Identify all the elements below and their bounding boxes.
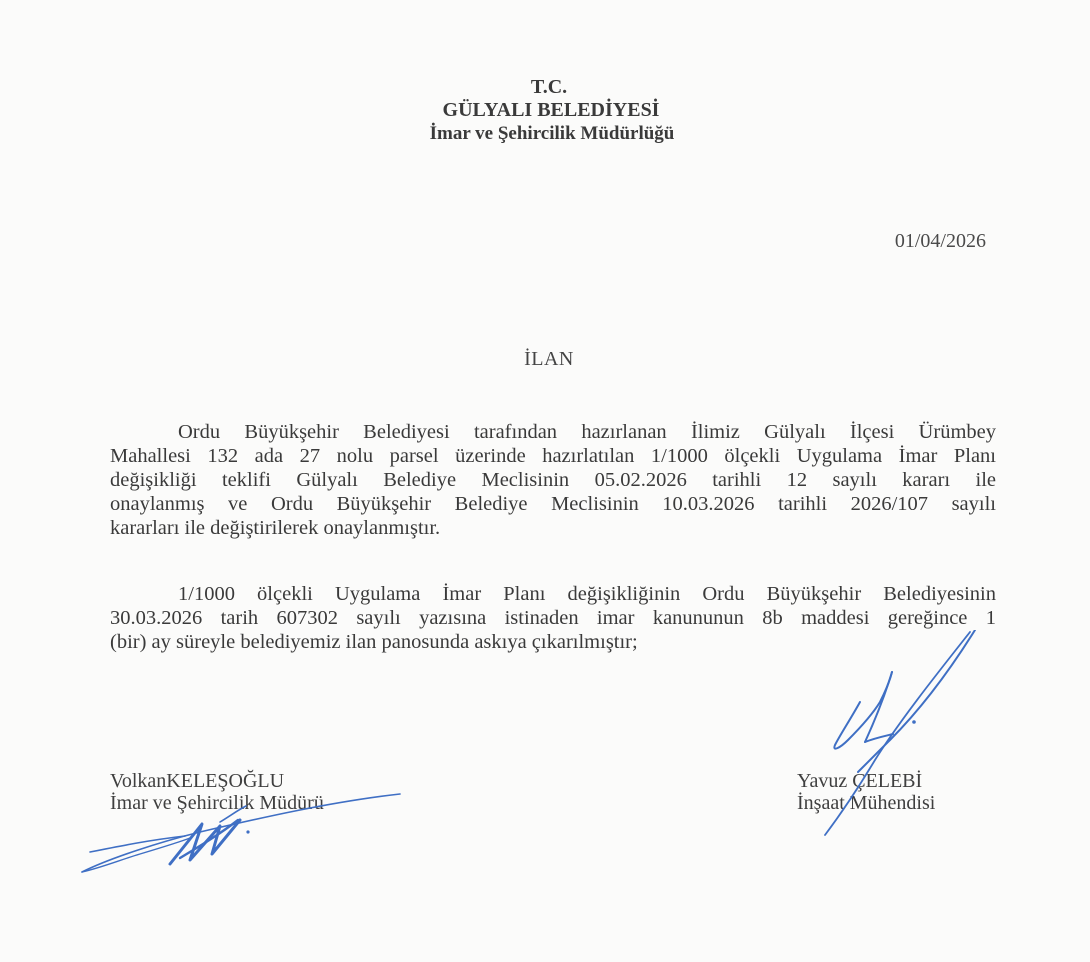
paragraph-line: Mahallesi 132 ada 27 nolu parsel üzerinde hazırlatılan 1/1000 ölçekli Uygulama İmar Planı xyxy=(110,445,996,467)
paragraph-line: (bir) ay süreyle belediyemiz ilan panosunda askıya çıkarılmıştır; xyxy=(110,631,638,653)
signatory-right-name: Yavuz ÇELEBİ xyxy=(797,770,923,792)
paragraph-line: 1/1000 ölçekli Uygulama İmar Planı değişikliğinin Ordu Büyükşehir Belediyesinin xyxy=(178,583,996,605)
paragraph-line: değişikliği teklifi Gülyalı Belediye Meclisinin 05.02.2026 tarihli 12 sayılı kararı ile xyxy=(110,469,996,491)
paragraph-line: Ordu Büyükşehir Belediyesi tarafından hazırlanan İlimiz Gülyalı İlçesi Ürümbey xyxy=(178,421,996,443)
paragraph-line: kararları ile değiştirilerek onaylanmıştır. xyxy=(110,517,441,539)
paragraph-line: 30.03.2026 tarih 607302 sayılı yazısına istinaden imar kanununun 8b maddesi gereğince 1 xyxy=(110,607,996,629)
letterhead-department: İmar ve Şehircilik Müdürlüğü xyxy=(429,123,675,144)
letterhead-line-tc: T.C. xyxy=(530,76,568,98)
signatory-right-title: İnşaat Mühendisi xyxy=(797,792,936,814)
letterhead xyxy=(0,76,1090,146)
signatory-left-name: VolkanKELEŞOĞLU xyxy=(110,770,285,792)
letterhead-municipality: GÜLYALI BELEDİYESİ xyxy=(442,99,660,121)
signatory-left xyxy=(110,770,324,814)
signatory-left-title: İmar ve Şehircilik Müdürü xyxy=(110,792,324,814)
document-date: 01/04/2026 xyxy=(894,230,986,252)
document-title: İLAN xyxy=(524,348,574,370)
paragraph-line: onaylanmış ve Ordu Büyükşehir Belediye Meclisinin 10.03.2026 tarihli 2026/107 sayılı xyxy=(110,493,996,515)
signature-right-icon xyxy=(780,630,1000,850)
signatory-right xyxy=(797,770,935,814)
paragraph-2 xyxy=(110,582,996,654)
paragraph-1 xyxy=(110,420,996,540)
